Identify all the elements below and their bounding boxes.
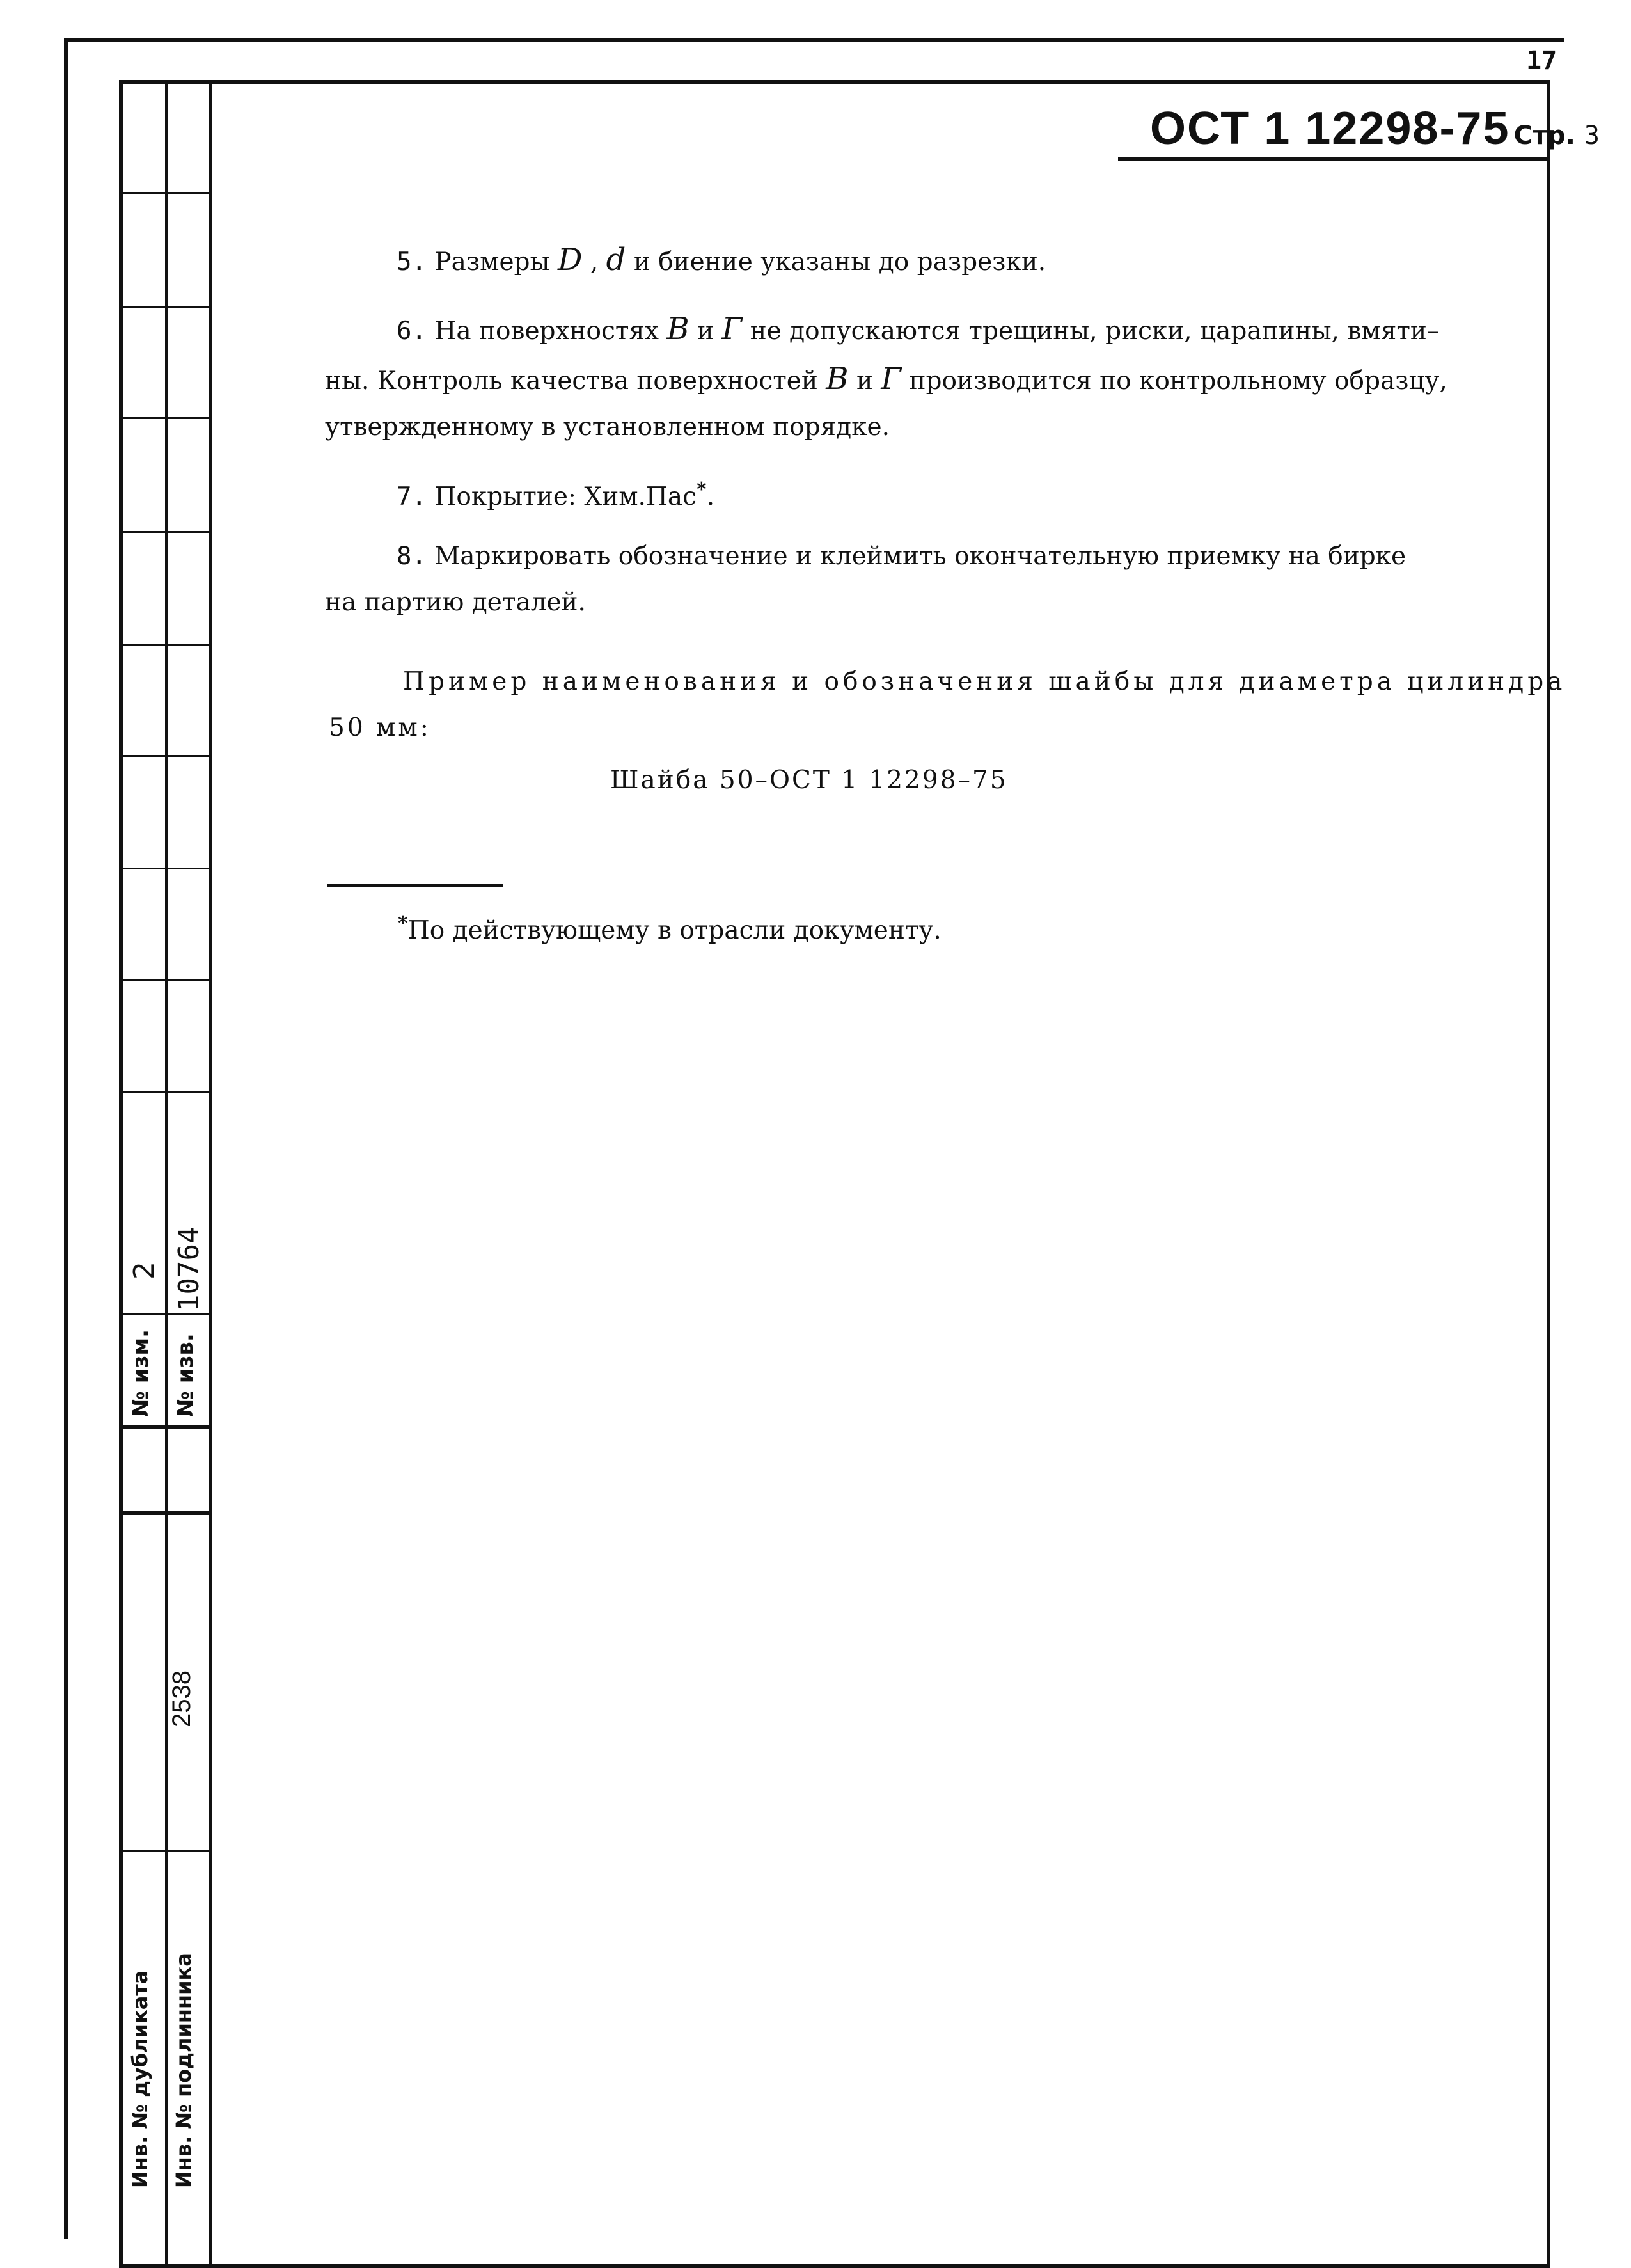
strip-line-2 (165, 80, 168, 2268)
strip-h-3 (119, 417, 211, 419)
strip-h-12 (119, 1511, 211, 1515)
item-6-line-3: утвержденному в установленном порядке. (325, 413, 890, 441)
izm-label: № изм. (128, 1329, 154, 1417)
strip-h-6 (119, 755, 211, 757)
footnote-rule (327, 884, 503, 887)
strip-h-4 (119, 531, 211, 533)
strip-h-13 (119, 1850, 211, 1852)
item-6-line-2: ны. Контроль качества поверхностей В и Г производится по контрольному образцу, (325, 361, 1447, 397)
symbol-d: d (606, 242, 626, 278)
outer-frame-left (64, 38, 68, 2239)
example-line-2: 50 мм: (329, 713, 431, 742)
strip-line-3 (209, 80, 212, 2268)
page-label: Стр. (1513, 121, 1575, 150)
strip-h-8 (119, 979, 211, 981)
item-5: 5. Размеры D , d и биение указаны до разрезки. (397, 242, 1046, 278)
outer-frame-top (64, 38, 1564, 42)
page-num: 3 (1584, 121, 1600, 150)
symbol-V: В (666, 311, 689, 347)
item-8-line-2: на партию деталей. (325, 588, 586, 617)
symbol-D: D (557, 242, 583, 278)
footnote-mark: * (398, 912, 408, 935)
page-number: 17 (1526, 46, 1557, 75)
strip-h-7 (119, 868, 211, 869)
example-line-1: Пример наименования и обозначения шайбы для диаметра цилиндра (403, 667, 1566, 696)
izv-value: 10764 (173, 1226, 205, 1312)
example-designation: Шайба 50–ОСТ 1 12298–75 (610, 766, 1008, 795)
document-code-header (1150, 102, 1600, 155)
strip-h-5 (119, 644, 211, 646)
strip-h-10 (119, 1313, 211, 1315)
strip-line-1 (119, 80, 123, 2268)
orig-label: Инв. № подлинника (171, 1953, 196, 2188)
orig-value: 2538 (168, 1670, 196, 1727)
item-7: 7. Покрытие: Хим.Пас*. (397, 479, 715, 511)
strip-h-9 (119, 1091, 211, 1093)
strip-h-1 (119, 192, 211, 194)
strip-h-2 (119, 306, 211, 308)
strip-h-11 (119, 1425, 211, 1429)
document-code: ОСТ 1 12298-75 (1150, 103, 1510, 154)
symbol-G: Г (721, 311, 743, 347)
item-6-line-1: 6. На поверхностях В и Г не допускаются трещины, риски, царапины, вмяти– (397, 311, 1440, 347)
footnote: *По действующему в отрасли документу. (398, 912, 942, 945)
izm-value: 2 (128, 1262, 161, 1280)
item-8-line-1: 8. Маркировать обозначение и клеймить окончательную приемку на бирке (397, 542, 1406, 571)
dup-label: Инв. № дубликата (128, 1970, 152, 2188)
izv-label: № изв. (173, 1333, 198, 1417)
header-underline (1118, 157, 1550, 161)
